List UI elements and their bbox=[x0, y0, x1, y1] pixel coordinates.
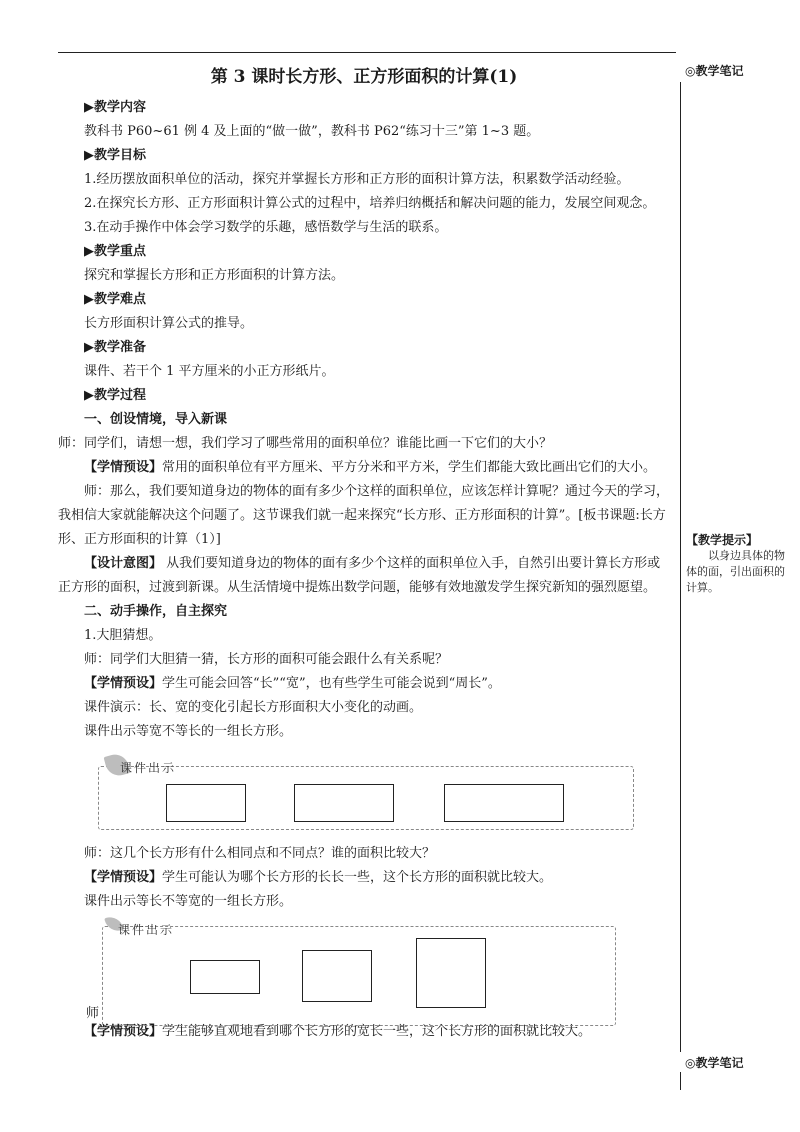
section-2-preset-1 bbox=[58, 672, 670, 696]
courseware-show-2: 课件出示等长不等宽的一组长方形。 bbox=[84, 894, 293, 909]
design-text: 从我们要知道身边的物体的面有多少个这样的面积单位入手，自然引出要计算长方形或正方形的面积，过渡到新课。从生活情境中提炼出数学问题，能够有效地激发学生探究新知的强烈愿望。 bbox=[58, 556, 661, 595]
margin-divider-bottom bbox=[680, 1072, 681, 1090]
section-1-design bbox=[58, 552, 670, 600]
heading-process: ▶教学过程 bbox=[84, 388, 146, 403]
preset-text: 常用的面积单位有平方厘米、平方分米和平方米，学生们都能大致比画出它们的大小。 bbox=[162, 460, 657, 475]
heading-goals: ▶教学目标 bbox=[84, 148, 146, 163]
preset-tag: 【学情预设】 bbox=[84, 460, 163, 475]
section-1-question: 师：同学们，请想一想，我们学习了哪些常用的面积单位？谁能比画一下它们的大小？ bbox=[58, 436, 553, 451]
teaching-tip-body: 以身边具体的物体的面，引出面积的计算。 bbox=[686, 549, 785, 594]
heading-difficulty: ▶教学难点 bbox=[84, 292, 146, 307]
rectangle-mid bbox=[302, 950, 372, 1002]
guess-step: 1.大胆猜想。 bbox=[84, 628, 162, 643]
courseware-show-1: 课件出示等宽不等长的一组长方形。 bbox=[84, 724, 293, 739]
section-2-question: 师：同学们大胆猜一猜，长方形的面积可能会跟什么有关系呢？ bbox=[84, 652, 449, 667]
preset-tag: 【学情预设】 bbox=[84, 870, 163, 885]
heading-key: ▶教学重点 bbox=[84, 244, 146, 259]
section-1-preset bbox=[58, 456, 670, 480]
rectangle-wide bbox=[416, 938, 486, 1008]
preset-text: 学生可能认为哪个长方形的长长一些，这个长方形的面积就比较大。 bbox=[162, 870, 553, 885]
section-2-question-2: 师：这几个长方形有什么相同点和不同点？谁的面积比较大？ bbox=[84, 846, 436, 861]
preset-text: 学生可能会回答“长”“宽”，也有些学生可能会说到“周长”。 bbox=[162, 676, 501, 691]
teacher-label: 师 bbox=[86, 1006, 100, 1021]
margin-note-header: ◎教学笔记 bbox=[685, 64, 744, 78]
section-1-teacher: 师：那么，我们要知道身边的物体的面有多少个这样的面积单位，应该怎样计算呢？通过今天的学习，我相信大家就能解决这个问题了。这节课我们就一起来探究“长方形、正方形面积的计算”。[板书课题:长方形、正方形面积的计算（1）] bbox=[58, 484, 670, 547]
rectangle-long bbox=[444, 784, 564, 822]
content-text: 教科书 P60~61 例 4 及上面的“做一做”，教科书 P62“练习十三”第 1~3 题。 bbox=[84, 124, 540, 139]
rectangle-narrow bbox=[190, 960, 260, 994]
section-2-preset-2 bbox=[58, 866, 670, 890]
courseware-label: 课件出示 bbox=[118, 923, 175, 937]
courseware-demo: 课件演示：长、宽的变化引起长方形面积大小变化的动画。 bbox=[84, 700, 423, 715]
design-tag: 【设计意图】 bbox=[84, 556, 163, 571]
rectangle-medium bbox=[294, 784, 394, 822]
courseware-figure-1 bbox=[58, 748, 670, 840]
difficulty-text: 长方形面积计算公式的推导。 bbox=[84, 316, 254, 331]
key-text: 探究和掌握长方形和正方形面积的计算方法。 bbox=[84, 268, 345, 283]
lesson-body bbox=[58, 62, 670, 1044]
preset-text: 学生能够直观地看到哪个长方形的宽长一些，这个长方形的面积就比较大。 bbox=[162, 1024, 592, 1039]
heading-content: ▶教学内容 bbox=[84, 100, 146, 115]
goal-1: 1.经历摆放面积单位的活动，探究并掌握长方形和正方形的面积计算方法，积累数学活动经验。 bbox=[84, 172, 630, 187]
courseware-label: 课件出示 bbox=[120, 761, 177, 775]
teaching-tip-title: 【教学提示】 bbox=[686, 533, 759, 547]
teaching-tip bbox=[686, 532, 786, 596]
top-rule bbox=[58, 52, 676, 53]
goal-3: 3.在动手操作中体会学习数学的乐趣，感悟数学与生活的联系。 bbox=[84, 220, 448, 235]
courseware-figure-2 bbox=[58, 916, 670, 1021]
margin-divider bbox=[680, 82, 681, 1052]
heading-preparation: ▶教学准备 bbox=[84, 340, 146, 355]
preparation-text: 课件、若干个 1 平方厘米的小正方形纸片。 bbox=[84, 364, 335, 379]
section-2-title: 二、动手操作，自主探究 bbox=[84, 604, 228, 619]
margin-note-footer: ◎教学笔记 bbox=[685, 1056, 744, 1070]
preset-tag: 【学情预设】 bbox=[84, 676, 163, 691]
goal-2: 2.在探究长方形、正方形面积计算公式的过程中，培养归纳概括和解决问题的能力，发展空间观念。 bbox=[84, 196, 656, 211]
rectangle-short bbox=[166, 784, 246, 822]
preset-tag: 【学情预设】 bbox=[84, 1024, 163, 1039]
page-title: 第 3 课时长方形、正方形面积的计算(1) bbox=[210, 67, 518, 87]
section-1-title: 一、创设情境，导入新课 bbox=[84, 412, 228, 427]
